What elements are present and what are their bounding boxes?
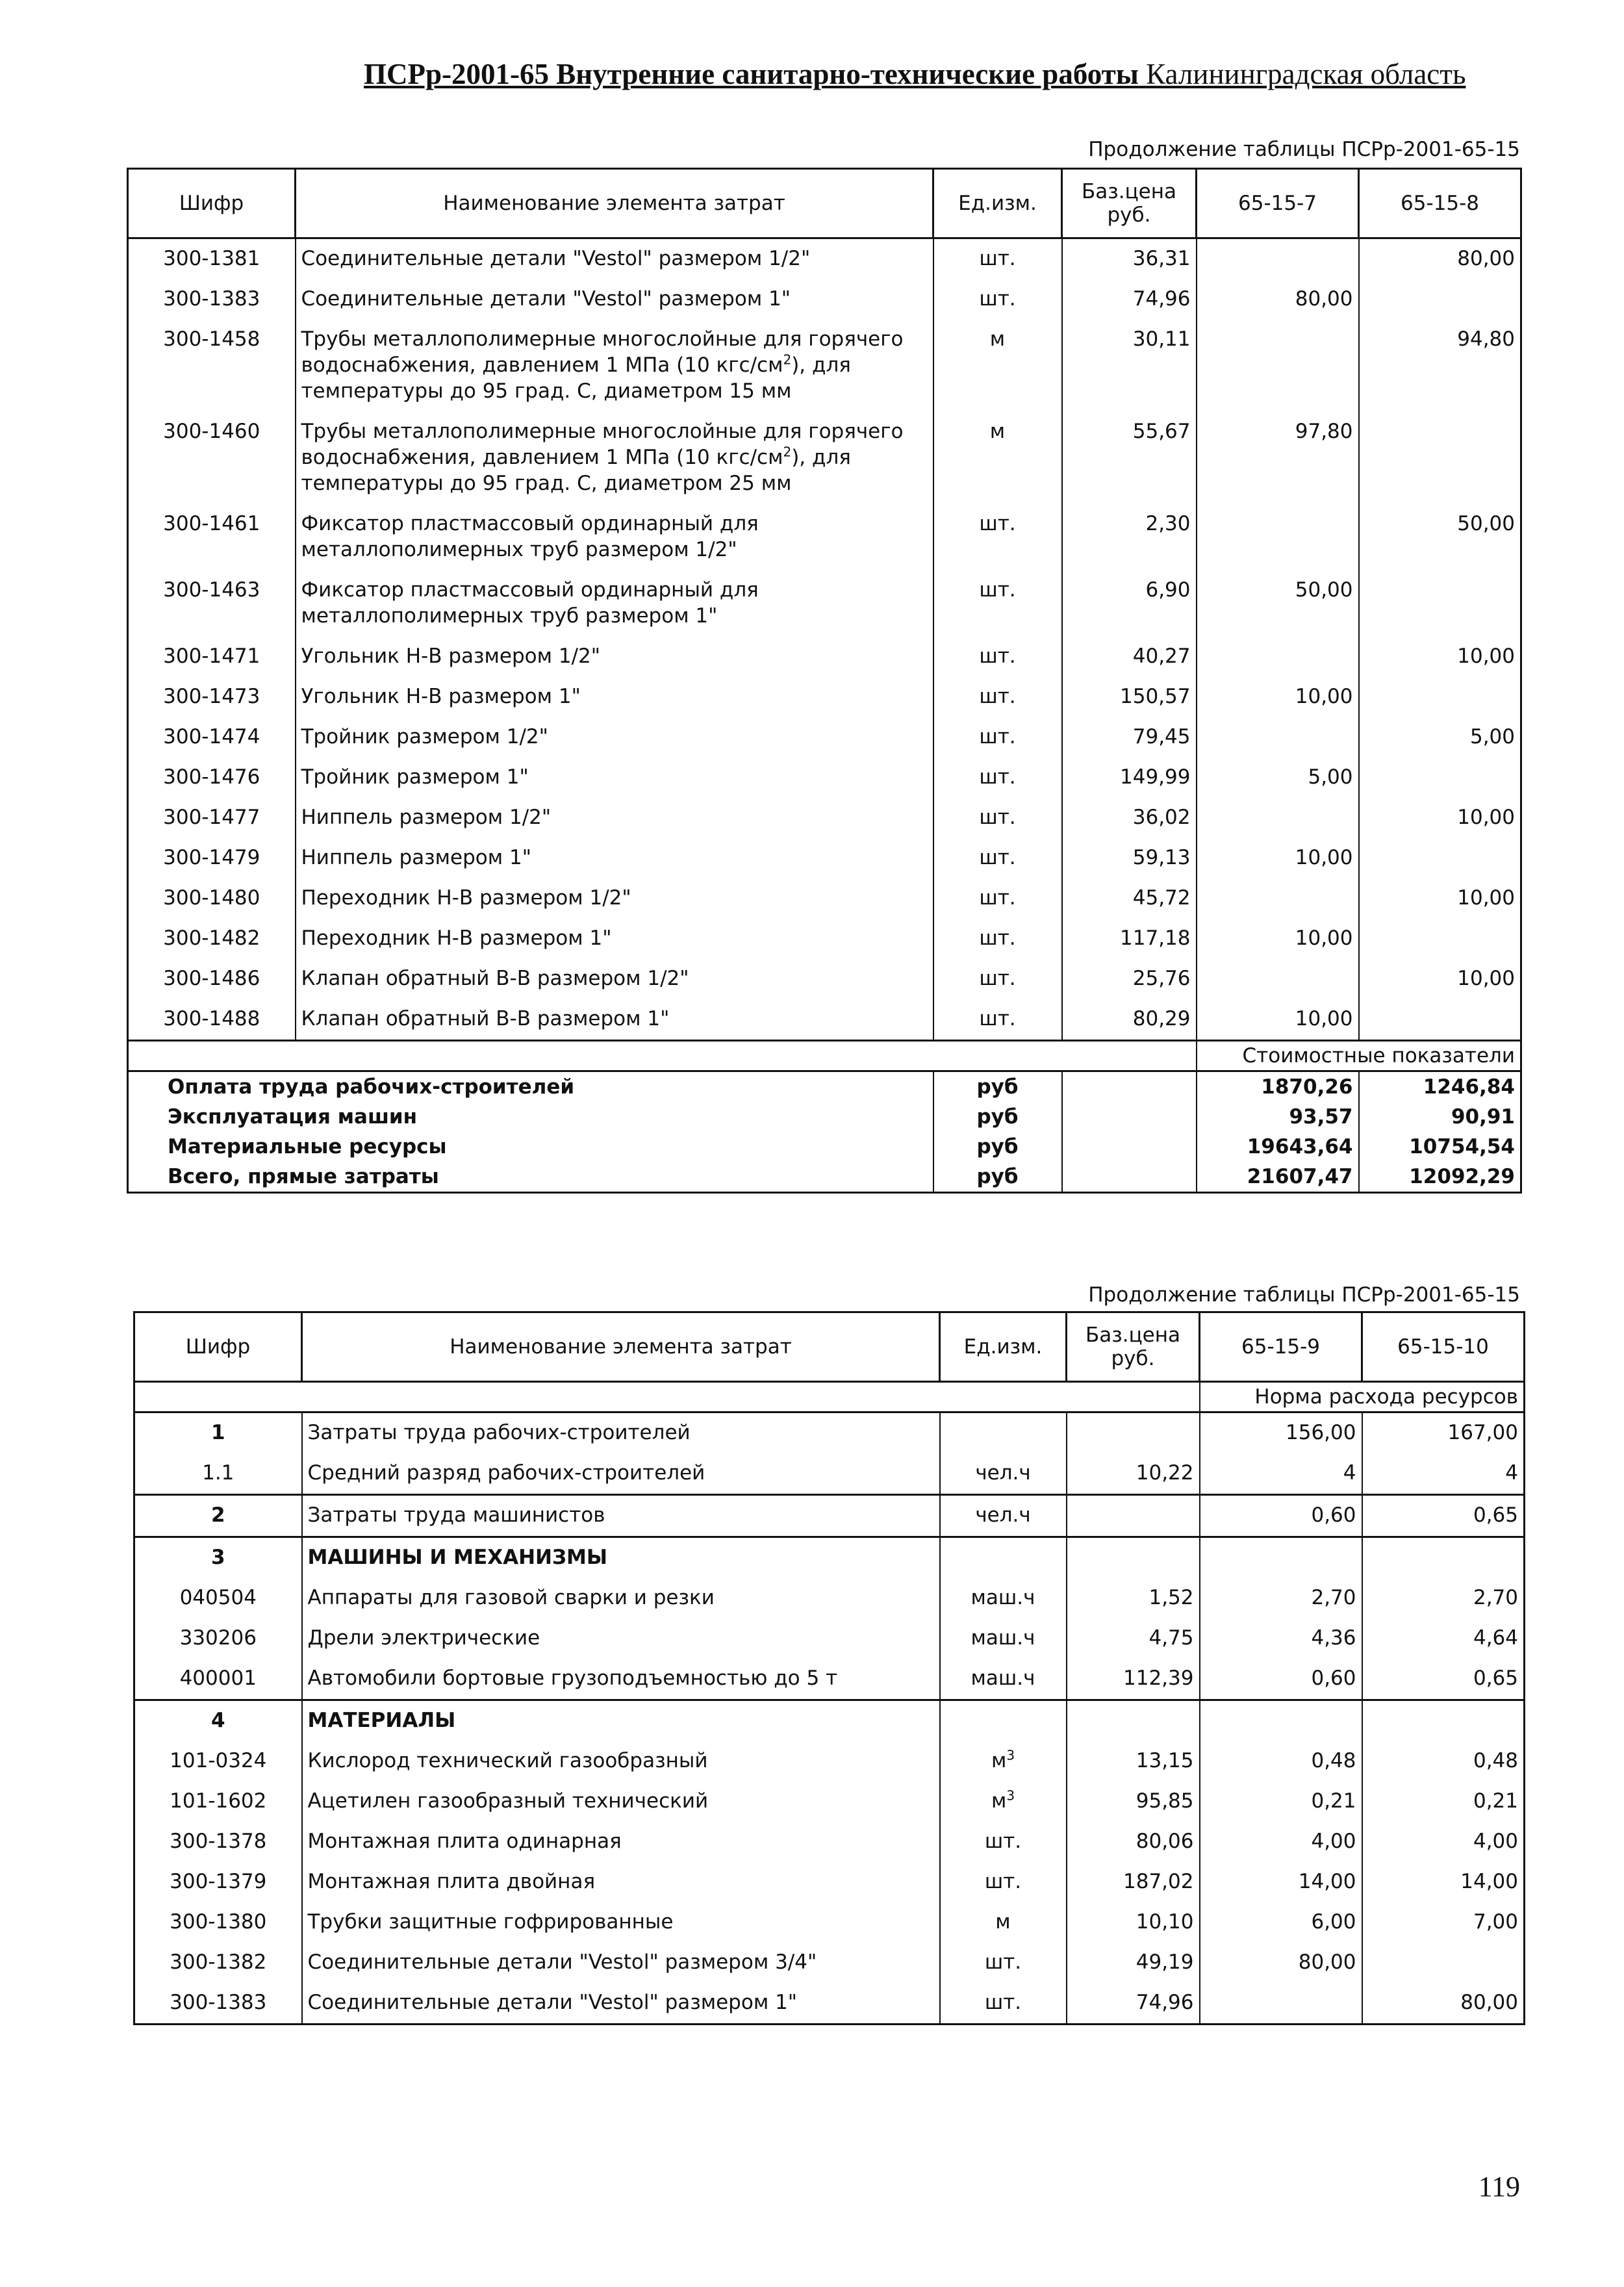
cell-name: Трубки защитные гофрированные bbox=[302, 1902, 940, 1943]
cell-name: Автомобили бортовые грузоподъемностью до 5 т bbox=[302, 1659, 940, 1700]
cell-col-b bbox=[1359, 758, 1521, 798]
cell-col-b: 4,00 bbox=[1362, 1822, 1525, 1862]
cell-name: Ниппель размером 1/2" bbox=[296, 798, 933, 838]
cell-price: 74,96 bbox=[1067, 1983, 1200, 2025]
cell-code: 300-1383 bbox=[128, 279, 296, 320]
cell-price: 59,13 bbox=[1062, 838, 1197, 878]
cell-col-b bbox=[1359, 999, 1521, 1041]
cell-name: Ниппель размером 1" bbox=[296, 838, 933, 878]
cell-col-a bbox=[1197, 717, 1359, 758]
cell-col-a: 5,00 bbox=[1197, 758, 1359, 798]
cell-name: Соединительные детали "Vestol" размером 1" bbox=[296, 279, 933, 320]
page-number: 119 bbox=[1478, 2171, 1520, 2203]
total-col-b: 12092,29 bbox=[1359, 1162, 1521, 1193]
cell-col-b bbox=[1359, 412, 1521, 504]
cell-unit: шт. bbox=[933, 279, 1062, 320]
cell-col-b: 50,00 bbox=[1359, 504, 1521, 570]
cell-unit: м bbox=[933, 320, 1062, 412]
cell-unit: шт. bbox=[933, 959, 1062, 999]
cell-code: 300-1476 bbox=[128, 758, 296, 798]
cell-price: 55,67 bbox=[1062, 412, 1197, 504]
total-row bbox=[128, 1162, 1521, 1193]
table-row bbox=[134, 1537, 1525, 1579]
cell-price bbox=[1067, 1412, 1200, 1454]
cell-price: 4,75 bbox=[1067, 1618, 1200, 1659]
table-row bbox=[134, 1741, 1525, 1782]
header-region: Калининградская область bbox=[1146, 58, 1466, 90]
cell-unit: маш.ч bbox=[940, 1659, 1067, 1700]
cell-name: Дрели электрические bbox=[302, 1618, 940, 1659]
cell-unit: маш.ч bbox=[940, 1618, 1067, 1659]
total-row bbox=[128, 1071, 1521, 1103]
cell-col-b: 4,64 bbox=[1362, 1618, 1525, 1659]
cell-price: 40,27 bbox=[1062, 637, 1197, 677]
cell-code: 4 bbox=[134, 1700, 302, 1742]
table-row bbox=[128, 919, 1521, 959]
cell-price: 36,31 bbox=[1062, 238, 1197, 280]
table-row bbox=[134, 1412, 1525, 1454]
cell-code: 2 bbox=[134, 1495, 302, 1537]
cell-col-a: 80,00 bbox=[1200, 1943, 1362, 1983]
cell-name: Клапан обратный В-В размером 1" bbox=[296, 999, 933, 1041]
cell-code: 300-1381 bbox=[128, 238, 296, 280]
total-unit: руб bbox=[933, 1162, 1062, 1193]
table1-header-row bbox=[128, 169, 1521, 238]
table-row bbox=[134, 1618, 1525, 1659]
cell-name: Аппараты для газовой сварки и резки bbox=[302, 1578, 940, 1618]
total-empty bbox=[1062, 1132, 1197, 1162]
cell-col-b: 7,00 bbox=[1362, 1902, 1525, 1943]
cell-code: 1 bbox=[134, 1412, 302, 1454]
table-row bbox=[134, 1862, 1525, 1902]
cell-col-a: 2,70 bbox=[1200, 1578, 1362, 1618]
table2-header-row bbox=[134, 1312, 1525, 1382]
table-row bbox=[128, 798, 1521, 838]
total-row bbox=[128, 1132, 1521, 1162]
cell-col-b bbox=[1362, 1943, 1525, 1983]
total-col-a: 93,57 bbox=[1197, 1102, 1359, 1132]
col-a-header: 65-15-9 bbox=[1200, 1312, 1362, 1382]
norm-band-row bbox=[134, 1382, 1525, 1412]
cell-col-a bbox=[1197, 637, 1359, 677]
cell-code: 300-1471 bbox=[128, 637, 296, 677]
cell-name: Клапан обратный В-В размером 1/2" bbox=[296, 959, 933, 999]
resource-table-2 bbox=[133, 1311, 1525, 2025]
table-row bbox=[128, 504, 1521, 570]
total-col-b: 90,91 bbox=[1359, 1102, 1521, 1132]
cell-code: 300-1380 bbox=[134, 1902, 302, 1943]
cell-name: Монтажная плита двойная bbox=[302, 1862, 940, 1902]
cell-col-b bbox=[1362, 1537, 1525, 1579]
table-row bbox=[134, 1983, 1525, 2025]
total-col-b: 1246,84 bbox=[1359, 1071, 1521, 1103]
cell-unit: шт. bbox=[940, 1983, 1067, 2025]
total-empty bbox=[1062, 1162, 1197, 1193]
cell-col-b bbox=[1359, 279, 1521, 320]
cell-col-b bbox=[1359, 919, 1521, 959]
total-name: Эксплуатация машин bbox=[128, 1102, 933, 1132]
col-price-header: Баз.цена руб. bbox=[1062, 169, 1197, 238]
cell-col-b bbox=[1362, 1700, 1525, 1742]
cell-code: 300-1460 bbox=[128, 412, 296, 504]
cell-unit: шт. bbox=[933, 677, 1062, 717]
cell-price: 13,15 bbox=[1067, 1741, 1200, 1782]
cell-col-b: 0,21 bbox=[1362, 1782, 1525, 1822]
cell-code: 300-1379 bbox=[134, 1862, 302, 1902]
cell-price: 149,99 bbox=[1062, 758, 1197, 798]
total-unit: руб bbox=[933, 1132, 1062, 1162]
cell-unit: шт. bbox=[933, 798, 1062, 838]
total-col-a: 19643,64 bbox=[1197, 1132, 1359, 1162]
cell-col-a: 14,00 bbox=[1200, 1862, 1362, 1902]
cell-col-b bbox=[1359, 838, 1521, 878]
cell-price: 74,96 bbox=[1062, 279, 1197, 320]
table-row bbox=[134, 1782, 1525, 1822]
cell-name: Переходник Н-В размером 1" bbox=[296, 919, 933, 959]
cell-code: 1.1 bbox=[134, 1453, 302, 1495]
col-name-header: Наименование элемента затрат bbox=[296, 169, 933, 238]
cell-code: 101-1602 bbox=[134, 1782, 302, 1822]
cell-col-b: 80,00 bbox=[1359, 238, 1521, 280]
cell-code: 300-1474 bbox=[128, 717, 296, 758]
table-row bbox=[134, 1578, 1525, 1618]
cell-price: 80,06 bbox=[1067, 1822, 1200, 1862]
cell-name: Переходник Н-В размером 1/2" bbox=[296, 878, 933, 919]
cell-price: 80,29 bbox=[1062, 999, 1197, 1041]
cell-col-a: 0,60 bbox=[1200, 1659, 1362, 1700]
cell-col-b: 10,00 bbox=[1359, 959, 1521, 999]
cell-col-a bbox=[1197, 504, 1359, 570]
cell-code: 330206 bbox=[134, 1618, 302, 1659]
cell-unit: шт. bbox=[933, 919, 1062, 959]
cell-price: 10,22 bbox=[1067, 1453, 1200, 1495]
cell-unit: шт. bbox=[933, 838, 1062, 878]
cell-price: 6,90 bbox=[1062, 570, 1197, 637]
table-row bbox=[134, 1822, 1525, 1862]
cell-col-b: 10,00 bbox=[1359, 798, 1521, 838]
cell-name: Затраты труда рабочих-строителей bbox=[302, 1412, 940, 1454]
total-name: Материальные ресурсы bbox=[128, 1132, 933, 1162]
cell-code: 300-1479 bbox=[128, 838, 296, 878]
table-row bbox=[128, 238, 1521, 280]
total-name: Оплата труда рабочих-строителей bbox=[128, 1071, 933, 1103]
table-row bbox=[134, 1495, 1525, 1537]
cell-unit: чел.ч bbox=[940, 1453, 1067, 1495]
cell-code: 300-1477 bbox=[128, 798, 296, 838]
cell-name: Ацетилен газообразный технический bbox=[302, 1782, 940, 1822]
cell-col-a: 97,80 bbox=[1197, 412, 1359, 504]
cell-unit: шт. bbox=[933, 570, 1062, 637]
cell-col-b: 167,00 bbox=[1362, 1412, 1525, 1454]
cost-band-row bbox=[128, 1041, 1521, 1071]
cell-col-a: 0,48 bbox=[1200, 1741, 1362, 1782]
col-a-header: 65-15-7 bbox=[1197, 169, 1359, 238]
cell-code: 300-1458 bbox=[128, 320, 296, 412]
cell-code: 300-1488 bbox=[128, 999, 296, 1041]
cell-col-a bbox=[1197, 238, 1359, 280]
cell-col-b: 14,00 bbox=[1362, 1862, 1525, 1902]
table2-continuation-label: Продолжение таблицы ПСРр-2001-65-15 bbox=[1088, 1283, 1520, 1307]
table-row bbox=[128, 279, 1521, 320]
cell-unit: маш.ч bbox=[940, 1578, 1067, 1618]
cell-col-a: 10,00 bbox=[1197, 677, 1359, 717]
cell-code: 300-1480 bbox=[128, 878, 296, 919]
total-empty bbox=[1062, 1071, 1197, 1103]
cell-col-a: 0,21 bbox=[1200, 1782, 1362, 1822]
table-row bbox=[128, 637, 1521, 677]
col-unit-header: Ед.изм. bbox=[933, 169, 1062, 238]
cell-name: Фиксатор пластмассовый ординарный для металлополимерных труб размером 1" bbox=[296, 570, 933, 637]
cell-name: Тройник размером 1" bbox=[296, 758, 933, 798]
table-row bbox=[134, 1943, 1525, 1983]
cell-col-b: 10,00 bbox=[1359, 878, 1521, 919]
col-code-header: Шифр bbox=[128, 169, 296, 238]
cell-col-b: 4 bbox=[1362, 1453, 1525, 1495]
cell-col-a bbox=[1200, 1700, 1362, 1742]
total-col-a: 21607,47 bbox=[1197, 1162, 1359, 1193]
cell-col-a: 0,60 bbox=[1200, 1495, 1362, 1537]
cell-col-b: 2,70 bbox=[1362, 1578, 1525, 1618]
cell-code: 300-1486 bbox=[128, 959, 296, 999]
cell-col-a bbox=[1200, 1983, 1362, 2025]
table-row bbox=[128, 412, 1521, 504]
cell-col-b: 80,00 bbox=[1362, 1983, 1525, 2025]
cell-col-a: 156,00 bbox=[1200, 1412, 1362, 1454]
cell-unit: шт. bbox=[933, 758, 1062, 798]
cell-name: Соединительные детали "Vestol" размером 1" bbox=[302, 1983, 940, 2025]
total-unit: руб bbox=[933, 1071, 1062, 1103]
header-code-title: ПСРр-2001-65 Внутренние санитарно-технические работы bbox=[364, 58, 1139, 90]
cell-unit: шт. bbox=[933, 717, 1062, 758]
cell-col-a: 4,36 bbox=[1200, 1618, 1362, 1659]
cell-price bbox=[1067, 1700, 1200, 1742]
cell-col-b: 0,65 bbox=[1362, 1495, 1525, 1537]
total-unit: руб bbox=[933, 1102, 1062, 1132]
cell-name: Тройник размером 1/2" bbox=[296, 717, 933, 758]
cell-code: 3 bbox=[134, 1537, 302, 1579]
cell-price: 117,18 bbox=[1062, 919, 1197, 959]
cell-name: Угольник Н-В размером 1/2" bbox=[296, 637, 933, 677]
table-row bbox=[128, 677, 1521, 717]
cell-price: 2,30 bbox=[1062, 504, 1197, 570]
cell-col-a: 4 bbox=[1200, 1453, 1362, 1495]
cell-code: 300-1383 bbox=[134, 1983, 302, 2025]
cell-col-b bbox=[1359, 570, 1521, 637]
col-name-header: Наименование элемента затрат bbox=[302, 1312, 940, 1382]
cell-price: 95,85 bbox=[1067, 1782, 1200, 1822]
cell-name: Соединительные детали "Vestol" размером 1/2" bbox=[296, 238, 933, 280]
cell-col-a: 50,00 bbox=[1197, 570, 1359, 637]
table-row bbox=[128, 717, 1521, 758]
total-col-a: 1870,26 bbox=[1197, 1071, 1359, 1103]
cell-name: Угольник Н-В размером 1" bbox=[296, 677, 933, 717]
cell-name: Средний разряд рабочих-строителей bbox=[302, 1453, 940, 1495]
cell-name: Монтажная плита одинарная bbox=[302, 1822, 940, 1862]
cell-col-a bbox=[1200, 1537, 1362, 1579]
total-row bbox=[128, 1102, 1521, 1132]
cell-name: Кислород технический газообразный bbox=[302, 1741, 940, 1782]
table-row bbox=[128, 570, 1521, 637]
cell-price: 150,57 bbox=[1062, 677, 1197, 717]
total-empty bbox=[1062, 1102, 1197, 1132]
cell-price: 79,45 bbox=[1062, 717, 1197, 758]
cell-col-a bbox=[1197, 798, 1359, 838]
cell-col-a: 10,00 bbox=[1197, 919, 1359, 959]
cell-col-b: 0,48 bbox=[1362, 1741, 1525, 1782]
cell-price: 10,10 bbox=[1067, 1902, 1200, 1943]
cell-unit: шт. bbox=[933, 504, 1062, 570]
table-row bbox=[134, 1453, 1525, 1495]
col-b-header: 65-15-10 bbox=[1362, 1312, 1525, 1382]
cell-name: Фиксатор пластмассовый ординарный для металлополимерных труб размером 1/2" bbox=[296, 504, 933, 570]
cell-unit: шт. bbox=[933, 238, 1062, 280]
col-unit-header: Ед.изм. bbox=[940, 1312, 1067, 1382]
table-row bbox=[128, 959, 1521, 999]
table-row bbox=[128, 758, 1521, 798]
total-col-b: 10754,54 bbox=[1359, 1132, 1521, 1162]
table-row bbox=[134, 1700, 1525, 1742]
cell-name: Затраты труда машинистов bbox=[302, 1495, 940, 1537]
total-name: Всего, прямые затраты bbox=[128, 1162, 933, 1193]
cell-col-a: 10,00 bbox=[1197, 999, 1359, 1041]
cell-unit: $м^3$ bbox=[940, 1741, 1067, 1782]
col-b-header: 65-15-8 bbox=[1359, 169, 1521, 238]
cost-band-label: Стоимостные показатели bbox=[1197, 1041, 1521, 1071]
cell-name: МАШИНЫ И МЕХАНИЗМЫ bbox=[302, 1537, 940, 1579]
table-row bbox=[128, 320, 1521, 412]
table-row bbox=[128, 838, 1521, 878]
table1-continuation-label: Продолжение таблицы ПСРр-2001-65-15 bbox=[1088, 138, 1520, 161]
cell-unit: шт. bbox=[933, 637, 1062, 677]
cell-code: 300-1382 bbox=[134, 1943, 302, 1983]
cell-price: 1,52 bbox=[1067, 1578, 1200, 1618]
cell-col-a bbox=[1197, 878, 1359, 919]
cell-unit: чел.ч bbox=[940, 1495, 1067, 1537]
cell-name: Соединительные детали "Vestol" размером 3/4" bbox=[302, 1943, 940, 1983]
cell-price: 49,19 bbox=[1067, 1943, 1200, 1983]
cell-code: 300-1473 bbox=[128, 677, 296, 717]
cell-price: 187,02 bbox=[1067, 1862, 1200, 1902]
cell-unit bbox=[940, 1537, 1067, 1579]
norm-band-label: Норма расхода ресурсов bbox=[1200, 1382, 1525, 1412]
cell-col-a bbox=[1197, 959, 1359, 999]
col-price-header: Баз.цена руб. bbox=[1067, 1312, 1200, 1382]
cell-col-a: 6,00 bbox=[1200, 1902, 1362, 1943]
cell-name: Трубы металлополимерные многослойные для горячего водоснабжения, давлением 1 МПа (10 кгс/$см^2$), для температуры до 95 град. С, диаметром 25 мм bbox=[296, 412, 933, 504]
cell-code: 300-1482 bbox=[128, 919, 296, 959]
cell-unit: $м^3$ bbox=[940, 1782, 1067, 1822]
cell-price: 45,72 bbox=[1062, 878, 1197, 919]
cell-unit bbox=[940, 1700, 1067, 1742]
cell-price bbox=[1067, 1495, 1200, 1537]
cell-col-a bbox=[1197, 320, 1359, 412]
page-header bbox=[364, 57, 1520, 103]
cell-col-b bbox=[1359, 677, 1521, 717]
cell-unit: м bbox=[940, 1902, 1067, 1943]
cell-price bbox=[1067, 1537, 1200, 1579]
cell-unit: м bbox=[933, 412, 1062, 504]
cell-code: 101-0324 bbox=[134, 1741, 302, 1782]
cell-code: 040504 bbox=[134, 1578, 302, 1618]
cell-col-a: 80,00 bbox=[1197, 279, 1359, 320]
cell-unit: шт. bbox=[940, 1862, 1067, 1902]
cell-price: 30,11 bbox=[1062, 320, 1197, 412]
cell-col-b: 94,80 bbox=[1359, 320, 1521, 412]
col-code-header: Шифр bbox=[134, 1312, 302, 1382]
cell-code: 300-1378 bbox=[134, 1822, 302, 1862]
cell-col-b: 5,00 bbox=[1359, 717, 1521, 758]
cell-price: 112,39 bbox=[1067, 1659, 1200, 1700]
cell-col-a: 10,00 bbox=[1197, 838, 1359, 878]
table-row bbox=[128, 999, 1521, 1041]
cell-unit bbox=[940, 1412, 1067, 1454]
cell-col-a: 4,00 bbox=[1200, 1822, 1362, 1862]
cell-col-b: 10,00 bbox=[1359, 637, 1521, 677]
cell-price: 25,76 bbox=[1062, 959, 1197, 999]
cell-unit: шт. bbox=[933, 999, 1062, 1041]
cell-col-b: 0,65 bbox=[1362, 1659, 1525, 1700]
table-row bbox=[134, 1902, 1525, 1943]
cell-code: 300-1463 bbox=[128, 570, 296, 637]
cell-unit: шт. bbox=[940, 1943, 1067, 1983]
table-row bbox=[134, 1659, 1525, 1700]
cell-unit: шт. bbox=[933, 878, 1062, 919]
cell-code: 400001 bbox=[134, 1659, 302, 1700]
cell-price: 36,02 bbox=[1062, 798, 1197, 838]
cell-name: Трубы металлополимерные многослойные для горячего водоснабжения, давлением 1 МПа (10 кгс/$см^2$), для температуры до 95 град. С, диаметром 15 мм bbox=[296, 320, 933, 412]
resource-table-1 bbox=[127, 168, 1522, 1194]
cell-name: МАТЕРИАЛЫ bbox=[302, 1700, 940, 1742]
table-row bbox=[128, 878, 1521, 919]
cell-code: 300-1461 bbox=[128, 504, 296, 570]
cell-unit: шт. bbox=[940, 1822, 1067, 1862]
